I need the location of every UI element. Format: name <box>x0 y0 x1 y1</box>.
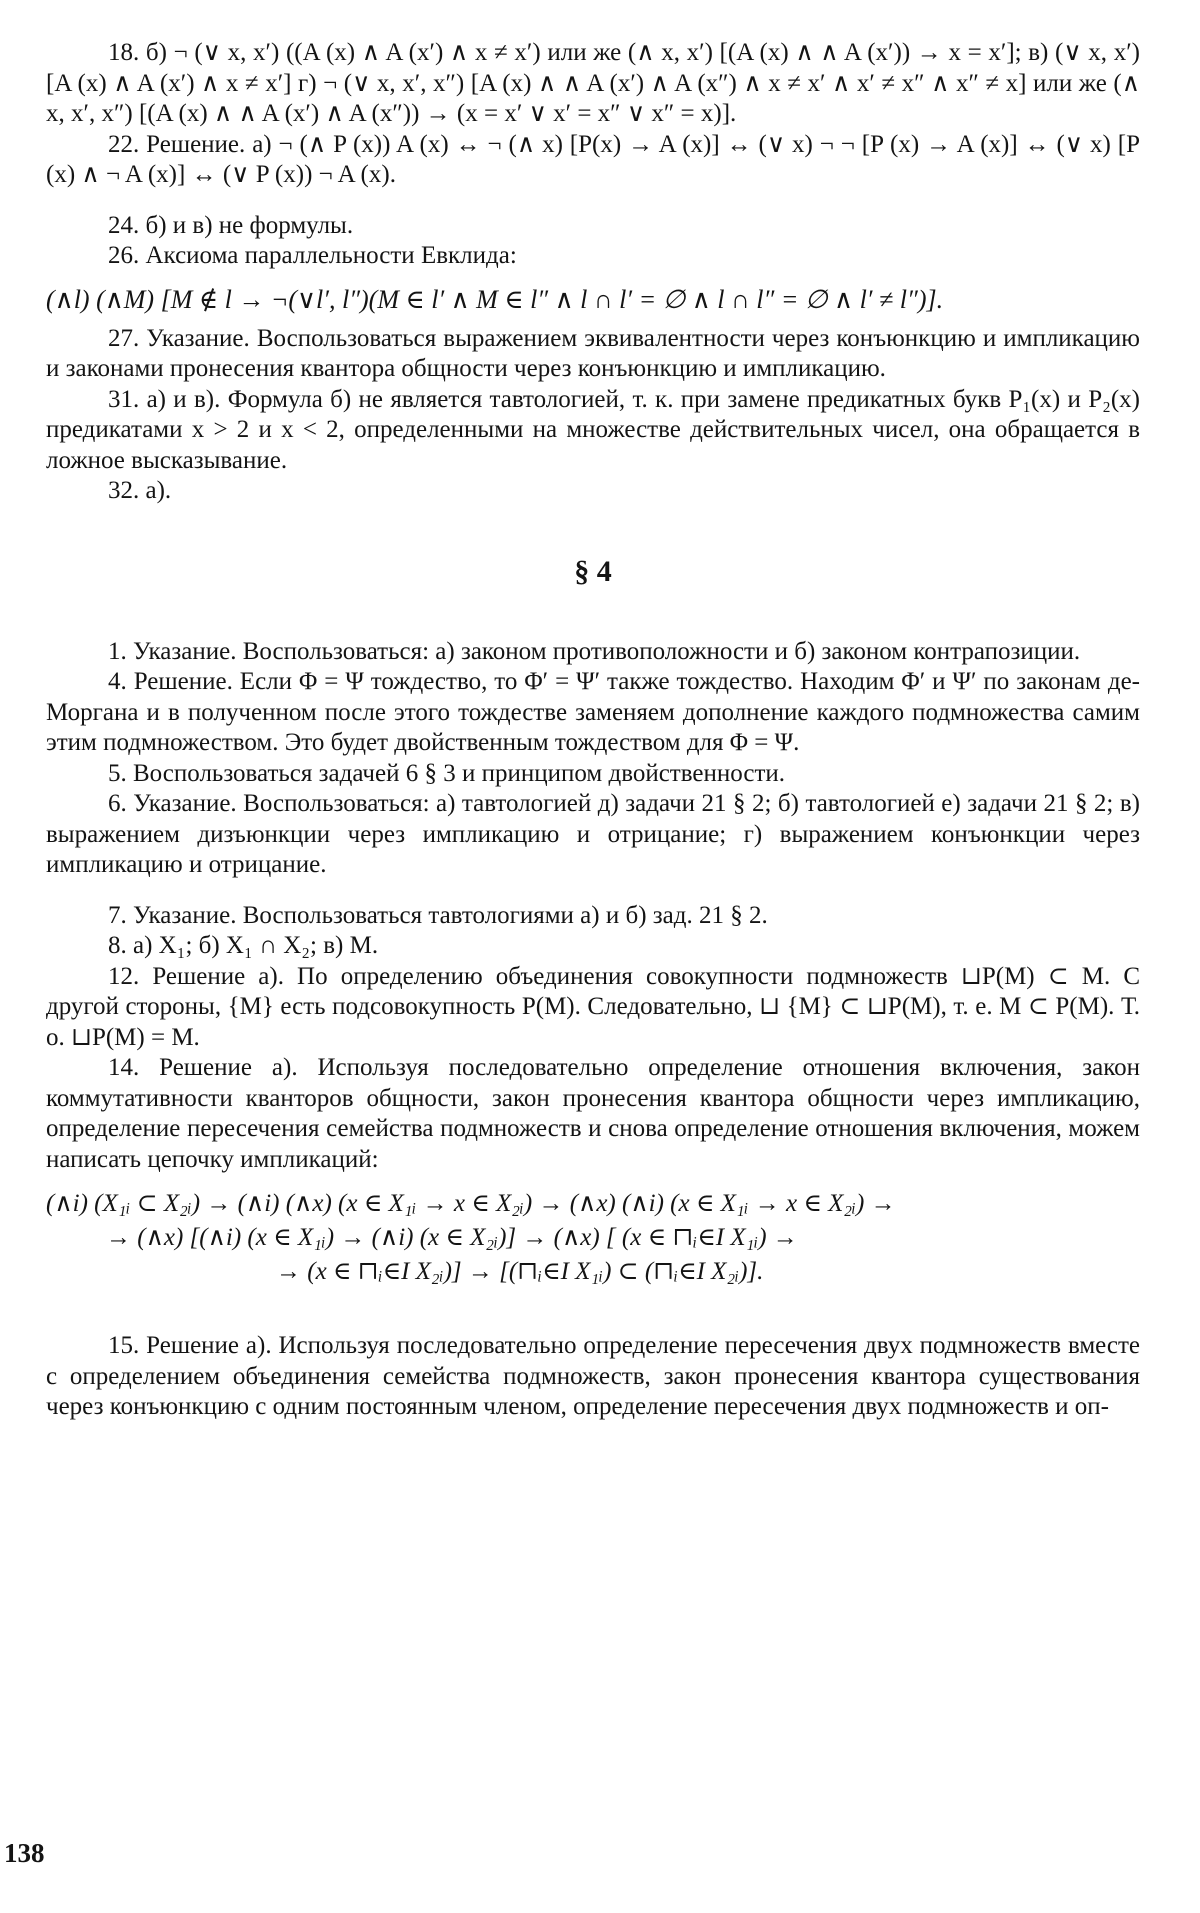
answer-22: 22. Решение. а) ¬ (∧ P (x)) A (x) ↔ ¬ (∧ x) [P(x) → A (x)] ↔ (∨ x) ¬ ¬ [P (x) → A (x)] ↔ (∨ x) [P (x) ∧ ¬ A (x)] ↔ (∨ P (x)) ¬ A (x). <box>46 130 1140 188</box>
answer-27: 27. Указание. Воспользоваться выражением эквивалентности через конъюнкцию и импликацию и законами пронесения квантора общности через конъюнкцию и импликацию. <box>46 324 1140 382</box>
answers-block-section3 <box>46 38 1140 507</box>
answer-24: 24. б) и в) не формулы. <box>108 211 354 239</box>
answer-8: 8. а) X₁; б) X₁ ∩ X₂; в) M. <box>108 932 379 959</box>
chain-line-2: → (∧x) [(∧i) (x ∈ X₁ᵢ) → (∧i) (x ∈ X₂ᵢ)] → (∧x) [ (x ∈ ⊓ᵢ∈I X₁ᵢ) → <box>106 1224 798 1251</box>
chain-line-3: → (x ∈ ⊓ᵢ∈I X₂ᵢ)] → [(⊓ᵢ∈I X₁ᵢ) ⊂ (⊓ᵢ∈I X₂ᵢ)]. <box>276 1258 764 1285</box>
answer-12: 12. Решение а). По определению объединения совокупности подмножеств ⊔P(M) ⊂ M. С другой стороны, {M} есть подсовокупность P(M). Следовательно, ⊔ {M} ⊂ ⊔P(M), т. е. M ⊂ P(M). Т. о. ⊔P(M) = M. <box>46 962 1140 1051</box>
chain-line-1: (∧i) (X₁ᵢ ⊂ X₂ᵢ) → (∧i) (∧x) (x ∈ X₁ᵢ → x ∈ X₂ᵢ) → (∧x) (∧i) (x ∈ X₁ᵢ → x ∈ X₂ᵢ) → <box>46 1190 896 1217</box>
answer-6: 6. Указание. Воспользоваться: а) тавтологией д) задачи 21 § 2; б) тавтологией е) задачи 21 § 2; в) выражением дизъюнкции через импликацию и отрицание; г) выражением конъюнкции через импликацию и отрицание. <box>46 790 1140 878</box>
answer-4: 4. Решение. Если Φ = Ψ тождество, то Φ′ = Ψ′ также тождество. Находим Φ′ и Ψ′ по законам де-Моргана и в полученном после этого тождестве заменяем дополнение каждого подмножества самим этим подмножеством. Это будет двойственным тождеством для Φ = Ψ. <box>46 668 1140 756</box>
implication-chain <box>46 1187 1140 1289</box>
answer-32: 32. а). <box>108 477 172 504</box>
answer-26: 26. Аксиома параллельности Евклида: <box>108 242 517 269</box>
section-heading: § 4 <box>574 554 612 588</box>
answers-block-section4 <box>46 637 1140 1423</box>
answer-18: 18. б) ¬ (∨ x, x′) ((A (x) ∧ A (x′) ∧ x ≠ x′) или же (∧ x, x′) [(A (x) ∧ ∧ A (x′)) → x = x′]; в) (∨ x, x′) [A (x) ∧ A (x′) ∧ x ≠ x′] г) ¬ (∨ x, x′, x″) [A (x) ∧ ∧ A (x′) ∧ A (x″) ∧ x ≠ x′ ∧ x′ ≠ x″ ∧ x″ ≠ x] или же (∧ x, x′, x″) [(A (x) ∧ ∧ A (x′) ∧ A (x″)) → (x = x′ ∨ x′ = x″ ∨ x″ = x)]. <box>46 39 1140 127</box>
answer-14: 14. Решение а). Используя последовательно определение отношения включения, закон коммутативности кванторов общности, закон пронесения квантора общности через импликацию, определение пересечения семейства подмножеств и снова определение отношения включения, можем написать цепочку импликаций: <box>46 1054 1140 1173</box>
answer-1: 1. Указание. Воспользоваться: а) законом противоположности и б) законом контрапозиции. <box>108 637 1081 665</box>
page-number: 138 <box>4 1838 45 1868</box>
answer-7: 7. Указание. Воспользоваться тавтологиями а) и б) зад. 21 § 2. <box>108 901 768 929</box>
answer-5: 5. Воспользоваться задачей 6 § 3 и принципом двойственности. <box>108 759 786 787</box>
euclid-axiom-formula: (∧l) (∧M) [M ∉ l → ¬(∨l′, l″)(M ∈ l′ ∧ M ∈ l″ ∧ l ∩ l′ = ∅ ∧ l ∩ l″ = ∅ ∧ l′ ≠ l″)]. <box>46 284 944 314</box>
answer-31: 31. а) и в). Формула б) не является тавтологией, т. к. при замене предикатных букв P₁(x) и P₂(x) предикатами x > 2 и x < 2, определенными на множестве действительных чисел, она обращается в ложное высказывание. <box>46 385 1140 474</box>
answer-15: 15. Решение а). Используя последовательно определение пересечения двух подмножеств вместе с определением объединения семейства подмножеств, закон пронесения квантора существования через конъюнкцию с одним постоянным членом, определение пересечения двух подмножеств и оп- <box>46 1332 1140 1420</box>
